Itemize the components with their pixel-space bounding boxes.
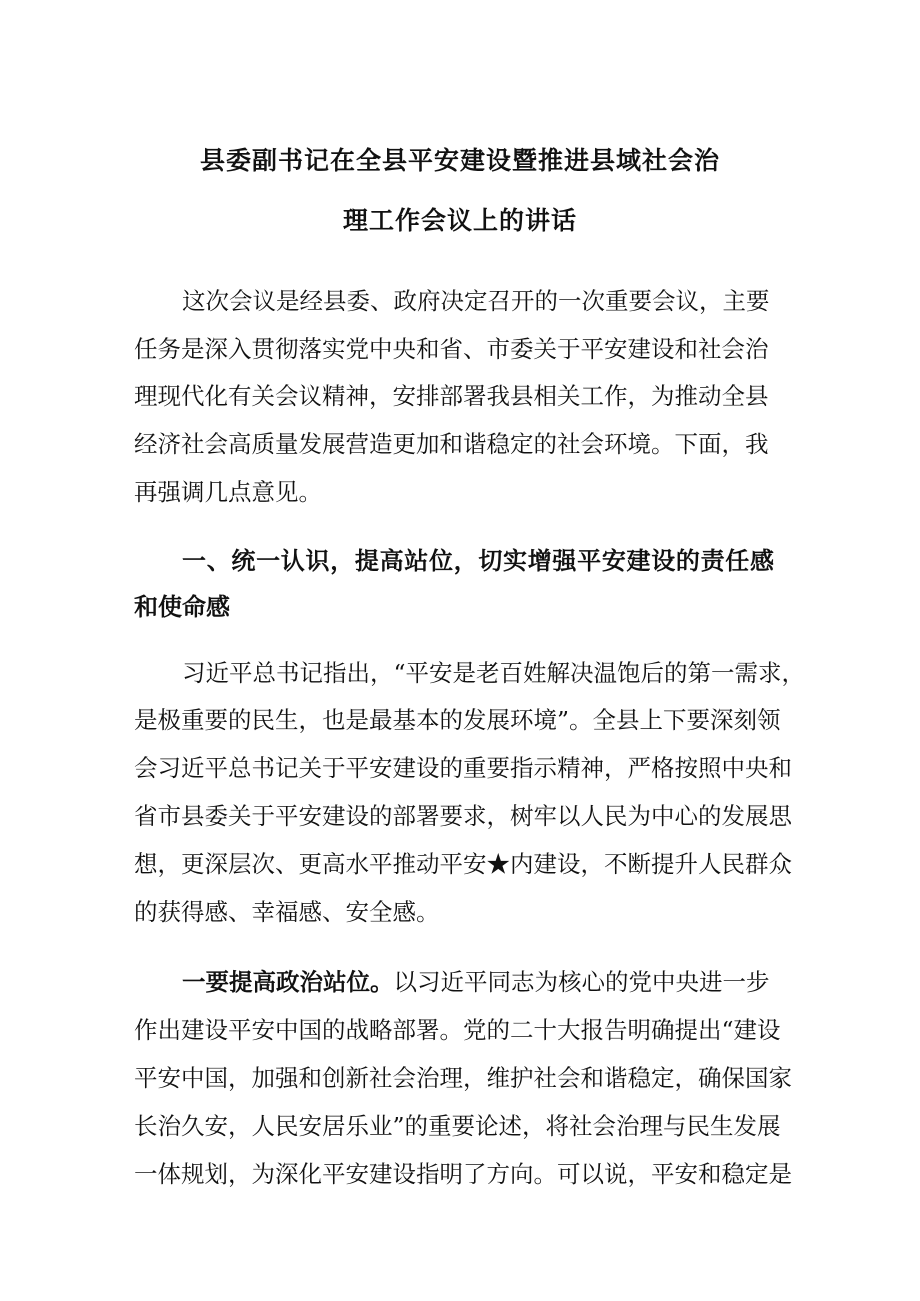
intro-line-3: 理现代化有关会议精神，安排部署我县相关工作，为推动全县: [134, 382, 769, 410]
para1-line-4: 省市县委关于平安建设的部署要求，树牢以人民为中心的发展思: [134, 802, 792, 830]
para2-line-1: [182, 966, 774, 998]
document-title-line-2: 理工作会议上的讲话: [342, 206, 577, 235]
document-title-line-1: 县委副书记在全县平安建设暨推进县域社会治: [199, 146, 720, 175]
para2-lead-phrase: 一要提高政治站位。: [182, 968, 394, 996]
section-heading-line-1: 一、统一认识，提高站位，切实增强平安建设的责任感: [182, 547, 774, 575]
para2-line-2: 作出建设平安中国的战略部署。党的二十大报告明确提出“建设: [134, 1016, 781, 1044]
intro-line-5: 再强调几点意见。: [134, 478, 322, 506]
para2-line-4: 长治久安，人民安居乐业”的重要论述，将社会治理与民生发展: [134, 1112, 781, 1140]
para2-line-5: 一体规划，为深化平安建设指明了方向。可以说，平安和稳定是: [134, 1160, 792, 1188]
para1-line-2: 是极重要的民生，也是最基本的发展环境”。全县上下要深刻领: [134, 706, 781, 734]
intro-line-2: 任务是深入贯彻落实党中央和省、市委关于平安建设和社会治: [134, 335, 769, 363]
para1-line-6: 的获得感、幸福感、安全感。: [134, 898, 440, 926]
section-heading-line-2: 和使命感: [134, 593, 230, 621]
para1-line-3: 会习近平总书记关于平安建设的重要指示精神，严格按照中央和: [134, 754, 792, 782]
para2-line-3: 平安中国，加强和创新社会治理，维护社会和谐稳定，确保国家: [134, 1064, 792, 1092]
para1-line-1: 习近平总书记指出，“平安是老百姓解决温饱后的第一需求，: [182, 659, 806, 687]
para2-line-1-text: 以习近平同志为核心的党中央进一步: [393, 968, 770, 996]
intro-line-4: 经济社会高质量发展营造更加和谐稳定的社会环境。下面，我: [134, 430, 769, 458]
para1-line-5: 想，更深层次、更高水平推动平安★内建设，不断提升人民群众: [134, 850, 792, 878]
intro-line-1: 这次会议是经县委、政府决定召开的一次重要会议，主要: [182, 287, 770, 315]
